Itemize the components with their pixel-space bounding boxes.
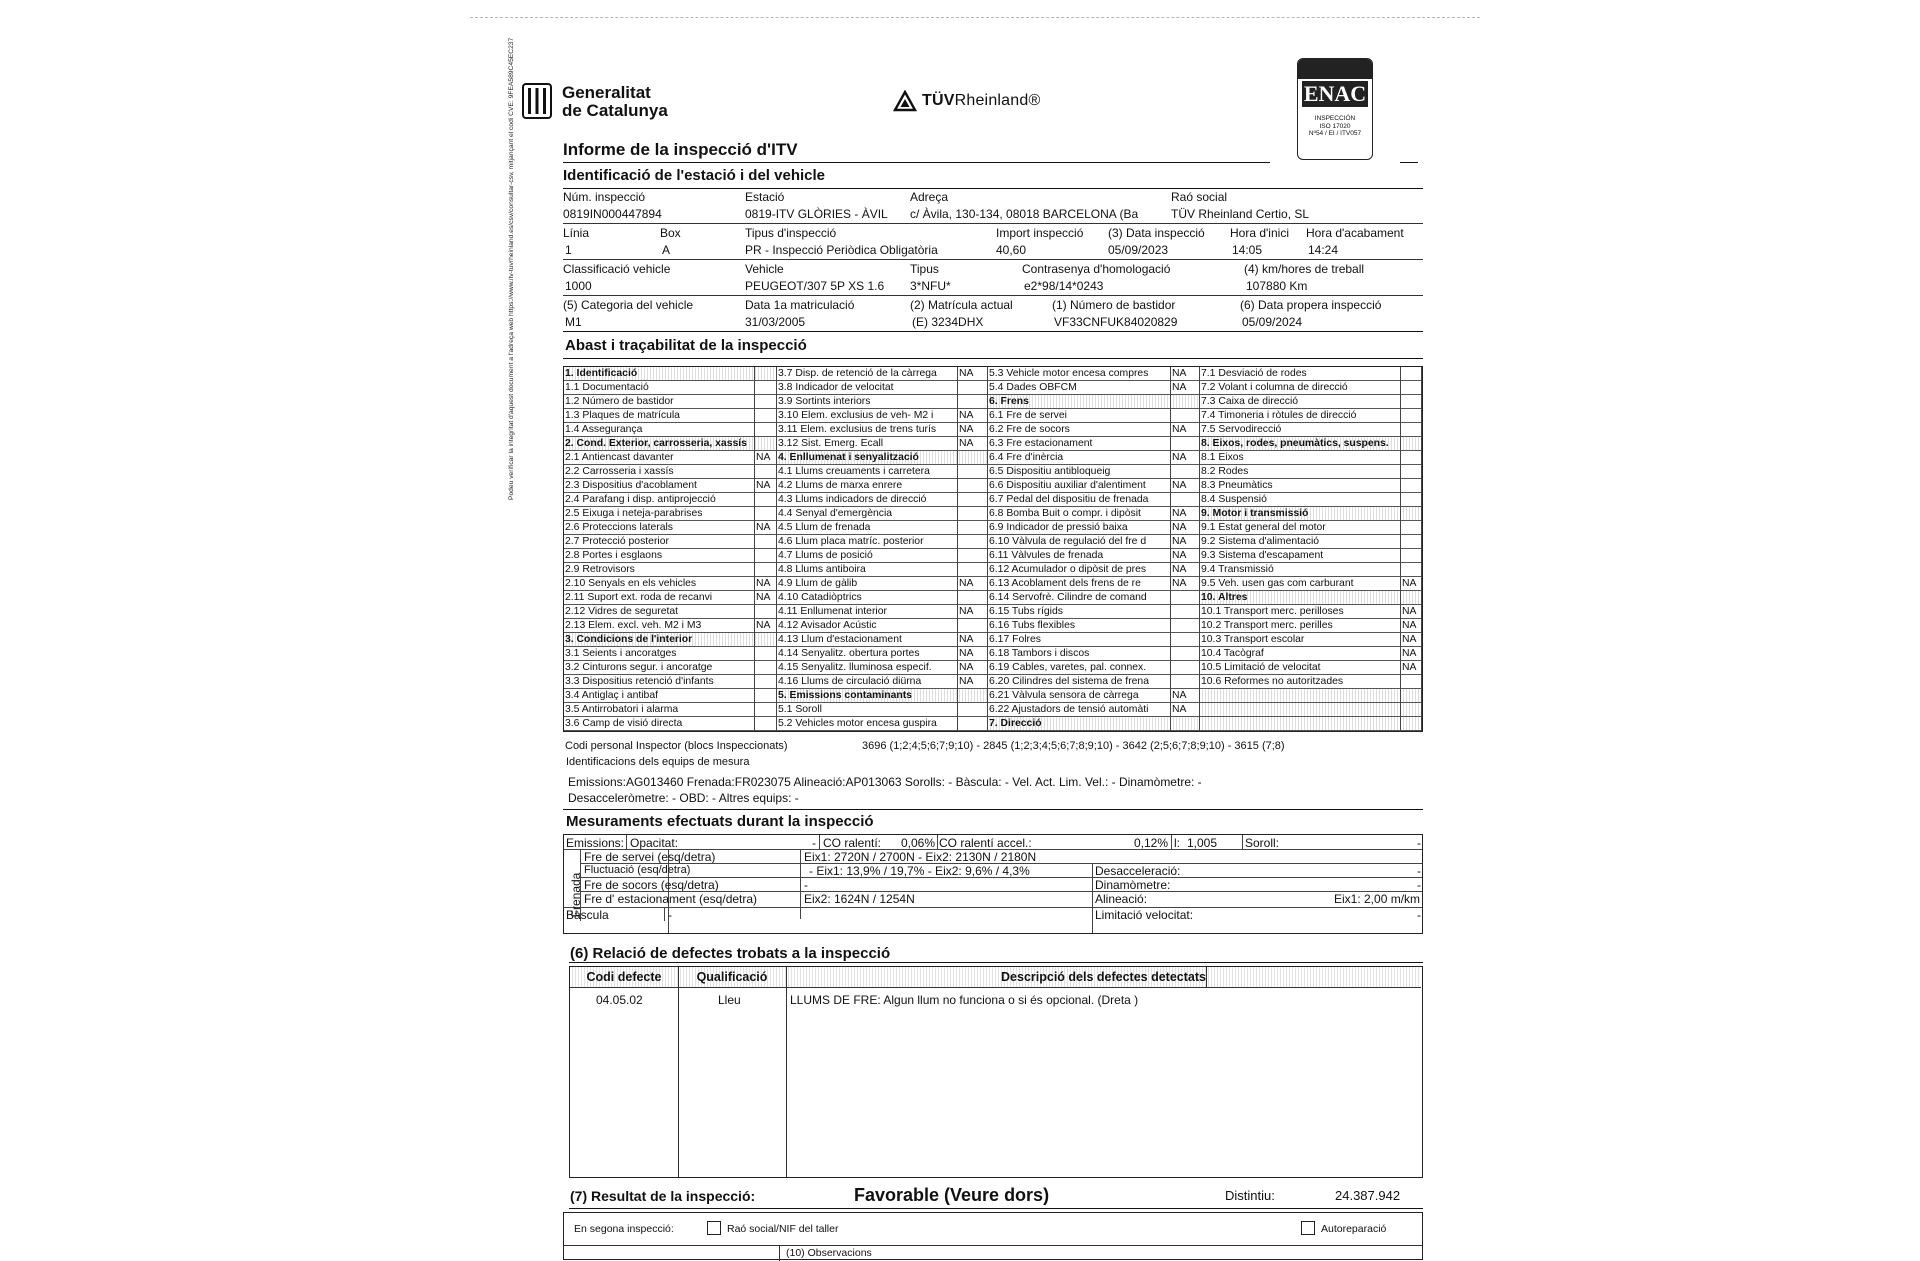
plate-number: (E) 3234DHX	[912, 315, 984, 329]
vehicle-type: 3*NFU*	[910, 279, 951, 293]
scope-item-label: 10.2 Transport merc. perilles	[1201, 620, 1333, 631]
scope-item-status: NA	[1172, 522, 1187, 533]
scope-item-label: 8.3 Pneumàtics	[1201, 480, 1273, 491]
station: 0819-ITV GLÒRIES - ÀVIL	[745, 207, 888, 221]
scope-item-label: 8.2 Rodes	[1201, 466, 1249, 477]
scope-item	[564, 717, 777, 731]
scope-item	[988, 619, 1200, 633]
scope-item-status: NA	[959, 424, 974, 435]
scope-item-label: 5.4 Dades OBFCM	[989, 382, 1077, 393]
scope-item-label: 5.2 Vehicles motor encesa guspira	[778, 718, 937, 729]
scope-item	[564, 703, 777, 717]
scope-item-label: 8.1 Eixos	[1201, 452, 1244, 463]
start-time: 14:05	[1232, 243, 1263, 257]
measurements-table: Emissions: Opacitat: - CO ralentí: 0,06% CO ralentí accel.: 0,12% l: 1,005 Soroll: - Fre de servei (esq/detra) Eix1: 2720N / 2700N - Eix2: 2130N / 2180N Fluctuació (esq/detra) - Eix1: 13,9% / 19,7% - Eix2: 9,6% / 4,3% Desacceleració: - Fre de socors (esq/detra) - Dinamòmetre: - Fre d' estacionament (esq/detra) Eix2: 1624N / 1254N Alineació: Eix1: 2,00 m/km Bàscula - Limitació velocitat: -	[563, 834, 1423, 934]
scope-item	[1200, 675, 1422, 689]
scope-item	[988, 423, 1200, 437]
scope-item-label: 3.7 Disp. de retenció de la càrrega	[778, 368, 937, 379]
scope-column	[777, 367, 988, 731]
scope-item	[1200, 521, 1422, 535]
scope-item	[988, 493, 1200, 507]
scope-item-status: NA	[959, 606, 974, 617]
scope-item-label: 3. Condicions de l'interior	[565, 634, 693, 645]
scope-item-label: 2.10 Senyals en els vehicles	[565, 578, 697, 589]
scope-column	[988, 367, 1200, 731]
section-mesuraments: Mesuraments efectuats durant la inspecció	[566, 813, 874, 830]
scope-item-label: 9. Motor i transmissió	[1201, 508, 1309, 519]
scope-item-label: 2. Cond. Exterior, carrosseria, xassís	[565, 438, 747, 449]
tuv-wordmark: TÜVRheinland®	[922, 92, 1041, 109]
scope-item-status: NA	[1402, 606, 1417, 617]
homologation-code: e2*98/14*0243	[1024, 279, 1104, 293]
scope-item-label: 9.1 Estat general del motor	[1201, 522, 1326, 533]
section-abast: Abast i traçabilitat de la inspecció	[565, 337, 807, 354]
scope-item-status: NA	[1172, 690, 1187, 701]
scan-top-edge	[470, 17, 1480, 18]
distintiu-number: 24.387.942	[1335, 1188, 1401, 1203]
inspection-scope-grid	[563, 366, 1423, 732]
scope-item-label: 6.1 Fre de servei	[989, 410, 1067, 421]
scope-item-label: 4.14 Senyalitz. obertura portes	[778, 648, 920, 659]
inspection-number: 0819IN000447894	[563, 207, 662, 221]
scope-item	[564, 437, 777, 451]
scope-item	[988, 689, 1200, 703]
scope-item-label: 8. Eixos, rodes, pneumàtics, suspens.	[1201, 438, 1389, 449]
scope-item-label: 2.13 Elem. excl. veh. M2 i M3	[565, 620, 702, 631]
scope-item	[1200, 703, 1422, 717]
scope-item-status: NA	[1172, 480, 1187, 491]
scope-item	[564, 577, 777, 591]
scope-item-status: NA	[1172, 424, 1187, 435]
scope-item-label: 10.4 Tacògraf	[1201, 648, 1264, 659]
lambda-value: 1,005	[1187, 836, 1218, 850]
scope-item	[1200, 563, 1422, 577]
scope-item-label: 10.6 Reformes no autoritzades	[1201, 676, 1344, 687]
scope-item-label: 5.1 Soroll	[778, 704, 822, 715]
scope-item-label: 9.4 Transmissió	[1201, 564, 1274, 575]
scope-item-label: 6.21 Vàlvula sensora de càrrega	[989, 690, 1139, 701]
scope-item-label: 6.18 Tambors i discos	[989, 648, 1090, 659]
scope-item	[988, 437, 1200, 451]
scope-item-label: 4.12 Avisador Acústic	[778, 620, 877, 631]
scope-item-label: 10.1 Transport merc. perilloses	[1201, 606, 1344, 617]
scope-item-status: NA	[756, 592, 771, 603]
scope-item	[564, 563, 777, 577]
scope-item	[564, 521, 777, 535]
scope-column	[564, 367, 777, 731]
scope-item	[1200, 619, 1422, 633]
parking-brake-value: Eix2: 1624N / 1254N	[804, 892, 915, 906]
scope-item	[988, 591, 1200, 605]
scope-item	[564, 675, 777, 689]
scope-item-status: NA	[1172, 508, 1187, 519]
scope-item-label: 4.16 Llums de circulació diürna	[778, 676, 922, 687]
scope-item-status: NA	[756, 480, 771, 491]
scope-item-label: 2.1 Antiencast davanter	[565, 452, 674, 463]
scope-item-label: 1.1 Documentació	[565, 382, 649, 393]
scope-item-label: 3.5 Antirrobatori i alarma	[565, 704, 679, 715]
scope-item	[1200, 661, 1422, 675]
scope-item-status: NA	[959, 410, 974, 421]
defect-description: LLUMS DE FRE: Algun llum no funciona o si és opcional. (Dreta )	[790, 993, 1139, 1007]
scope-item	[988, 549, 1200, 563]
scope-item-status: NA	[1172, 452, 1187, 463]
scope-item-status: NA	[1402, 634, 1417, 645]
scope-item-label: 7.3 Caixa de direcció	[1201, 396, 1299, 407]
scope-item-label: 6.14 Servofrè. Cilindre de comand	[989, 592, 1147, 603]
inspection-report-page: Generalitat de Catalunya TÜVRheinland® ENAC INSPECCIÓN ISO 17020 Nº54 / EI / ITV057 Podeu verificar la integritat d'aquest document a l'adreça web https://www.itv-tuvrheinland.es/csv/consultar-csv, mitjançant el codi CVE: 9FEA589C45EC237 Informe de la inspecció d'ITV Identificació de l'estació i del vehicle Núm. inspecció 0819IN000447894 Estació 0819-ITV GLÒRIES - ÀVIL Adreça c/ Àvila, 130-134, 08018 BARCELONA (Ba Raó social TÜV Rheinland Certio, SL Línia 1 Box A Tipus d'inspecció PR - Inspecció Periòdica Obligatòria Import inspecció 40,60 (3) Data inspecció 05/09/2023 Hora d'inici 14:05 Hora d'acabament 14:24 Classificació vehicle 1000 Vehicle PEUGEOT/307 5P XS 1.6 Tipus 3*NFU* Contrasenya d'homologació e2*98/14*0243 (4) km/hores de treball 107880 Km (5) Categoria del vehicle M1 Data 1a matriculació 31/03/2005 (2) Matrícula actual (E) 3234DHX (1) Número de bastidor VF33CNFUK84020829 (6) Data propera inspecció 05/09/2024 Abast i traçabilitat de la inspecció 1. Identificació 1.1 Documentació 1.2 Número de bastidor 1.3 Plaques de matrícula 1.4 Assegurança 2. Cond. Exterior, carrosseria, xassís 2.1 Antiencast davanter NA 2.2 Carrosseria i xassís 2.3 Dispositius d'acoblament NA 2.4 Parafang i disp. antiprojecció 2.5 Eixuga i neteja-parabrises 2.6 Proteccions laterals NA 2.7 Protecció posterior 2.8 Portes i esglaons 2.9 Retrovisors 2.10 Senyals en els vehicles NA 2.11 Suport ext. roda de recanvi NA 2.12 Vidres de seguretat 2.13 Elem. excl. veh. M2 i M3 NA 3. Condicions de l'interior 3.1 Seients i ancoratges 3.2 Cinturons segur. i ancoratge 3.3 Dispositius retenció d'infants 3.4 Antiglaç i antibaf 3.5 Antirrobatori i alarma 3.6 Camp de visió directa 3.7 Disp. de retenció de la càrrega NA 3.8 Indicador de velocitat 3.9 Sortints interiors 3.10 Elem. exclusius de veh- M2 i NA 3.11 Elem. exclusius de trens turís NA 3.12 Sist. Emerg. Ecall NA 4. Enllumenat i senyalització 4.1 Llums creuaments i carretera 4.2 Llums de marxa enrere 4.3 Llums indicadors de direcció 4.4 Senyal d'emergència 4.5 Llum de frenada 4.6 Llum placa matríc. posterior 4.7 Llums de posició 4.8 Llums antiboira 4.9 Llum de gàlib NA 4.10 Catadiòptrics 4.11 Enllumenat interior NA 4.12 Avisador Acústic 4.13 Llum d'estacionament NA 4.14 Senyalitz. obertura portes NA 4.15 Senyalitz. lluminosa especif. NA 4.16 Llums de circulació diürna NA 5. Emissions contaminants 5.1 Soroll 5.2 Vehicles motor encesa guspira 5.3 Vehicle motor encesa compres NA 5.4 Dades OBFCM NA 6. Frens 6.1 Fre de servei 6.2 Fre de socors NA 6.3 Fre estacionament 6.4 Fre d'inèrcia NA 6.5 Dispositiu antibloqueig 6.6 Dispositiu auxiliar d'alentiment NA 6.7 Pedal del dispositiu de frenada 6.8 Bomba Buit o compr. i dipòsit NA 6.9 Indicador de pressió baixa NA 6.10 Vàlvula de regulació del fre d NA 6.11 Vàlvules de frenada NA 6.12 Acumulador o dipòsit de pres NA 6.13 Acoblament dels frens de re NA 6.14 Servofrè. Cilindre de comand 6.15 Tubs rígids 6.16 Tubs flexibles 6.17 Folres 6.18 Tambors i discos 6.19 Cables, varetes, pal. connex. 6.20 Cilindres del sistema de frena 6.21 Vàlvula sensora de càrrega NA 6.22 Ajustadors de tensió automàti NA 7. Direcció 7.1 Desviació de rodes 7.2 Volant i columna de direcció 7.3 Caixa de direcció 7.4 Timoneria i ròtules de direcció 7.5 Servodirecció 8. Eixos, rodes, pneumàtics, suspens. 8.1 Eixos 8.2 Rodes 8.3 Pneumàtics 8.4 Suspensió 9. Motor i transmissió 9.1 Estat general del motor 9.2 Sistema d'alimentació 9.3 Sistema d'escapament 9.4 Transmissió 9.5 Veh. usen gas com carburant NA 10. Altres 10.1 Transport merc. perilloses NA 10.2 Transport merc. perilles NA 10.3 Transport escolar NA 10.4 Tacògraf NA 10.5 Limitació de velocitat NA 10.6 Reformes no autoritzades Codi personal Inspector (blocs Inspeccionats) 3696 (1;2;4;5;6;7;9;10) - 2845 (1;2;3;4;5;6;7;8;9;10) - 3642 (2;5;6;7;8;9;10) - 3615 (7;8) Identificacions dels equips de mesura Emissions:AG013460 Frenada:FR023075 Alineació:AP013063 Sorolls: - Bàscula: - Vel. Act. Lim. Vel.: - Dinamòmetre: - Desacceleròmetre: - OBD: - Altres equips: - Mesuraments efectuats durant la inspecció Emissions: Opacitat: - CO ralentí: 0,06% CO ralentí accel.: 0,12% l: 1,005 Soroll: - Fre de servei (esq/detra) Eix1: 2720N / 2700N - Eix2: 2130N / 2180N Fluctuació (esq/detra) - Eix1: 13,9% / 19,7% - Eix2: 9,6% / 4,3% Desacceleració: - Fre de socors (esq/detra) - Dinamòmetre: - Fre d' estacionament (esq/detra) Eix2: 1624N / 1254N Alineació: Eix1: 2,00 m/km Bàscula - Limitació velocitat: - Frenada (6) Relació de defectes trobats a la inspecció Codi defecte Qualificació Descripció dels defectes detectats 04.05.02 Lleu LLUMS DE FRE: Algun llum no funciona o si és opcional. (Dreta ) (7) Resultat de la inspecció: Favorable (Veure dors) Distintiu: 24.387.942 En segona inspecció: Raó social/NIF del taller Autoreparació (10) Observacions	[0, 0, 1920, 1260]
scope-item-label: 3.6 Camp de visió directa	[565, 718, 683, 729]
scope-item	[564, 409, 777, 423]
scope-item-label: 4.7 Llums de posició	[778, 550, 873, 561]
scope-item-status: NA	[1172, 578, 1187, 589]
enac-seal: ENAC INSPECCIÓN ISO 17020 Nº54 / EI / ITV057	[1297, 58, 1373, 160]
scope-item-status: NA	[1172, 550, 1187, 561]
scope-item-label: 4.9 Llum de gàlib	[778, 578, 858, 589]
scope-item	[1200, 381, 1422, 395]
box: A	[662, 243, 671, 257]
scope-item	[1200, 437, 1422, 451]
scope-item-label: 1.2 Número de bastidor	[565, 396, 674, 407]
scope-item-label: 4.1 Llums creuaments i carretera	[778, 466, 930, 477]
rao-social-checkbox[interactable]	[707, 1221, 721, 1235]
scope-item	[564, 549, 777, 563]
scope-item-label: 2.4 Parafang i disp. antiprojecció	[565, 494, 716, 505]
scope-item-status: NA	[1172, 564, 1187, 575]
scope-item	[988, 717, 1200, 731]
scope-item-label: 6.7 Pedal del dispositiu de frenada	[989, 494, 1149, 505]
vehicle-classification: 1000	[565, 279, 592, 293]
scope-item	[1200, 451, 1422, 465]
scope-item	[1200, 633, 1422, 647]
scope-item-label: 6.12 Acumulador o dipòsit de pres	[989, 564, 1147, 575]
scope-item	[988, 633, 1200, 647]
vin-number: VF33CNFUK84020829	[1054, 315, 1178, 329]
scope-item	[564, 395, 777, 409]
enac-crown-icon	[1298, 59, 1372, 79]
scope-item-label: 6.2 Fre de socors	[989, 424, 1070, 435]
scope-item-label: 3.12 Sist. Emerg. Ecall	[778, 438, 884, 449]
equipment-ids: Emissions:AG013460 Frenada:FR023075 Alineació:AP013063 Sorolls: - Bàscula: - Vel. Act. Lim. Vel.: - Dinamòmetre: -	[568, 775, 1202, 789]
vehicle-category: M1	[565, 315, 582, 329]
scope-item-label: 10.5 Limitació de velocitat	[1201, 662, 1321, 673]
scope-item-label: 10. Altres	[1201, 592, 1248, 603]
scope-column	[1200, 367, 1422, 731]
scope-item-label: 6.3 Fre estacionament	[989, 438, 1093, 449]
scope-item-label: 3.8 Indicador de velocitat	[778, 382, 894, 393]
section-defectes: (6) Relació de defectes trobats a la inspecció	[570, 945, 891, 962]
scope-item	[564, 591, 777, 605]
scope-item-status: NA	[959, 634, 974, 645]
scope-item	[988, 577, 1200, 591]
scope-item-label: 4.15 Senyalitz. lluminosa especif.	[778, 662, 932, 673]
scope-item-status: NA	[959, 676, 974, 687]
alignment-value: Eix1: 2,00 m/km	[1334, 892, 1421, 906]
scope-item	[1200, 493, 1422, 507]
scope-item	[1200, 423, 1422, 437]
scope-item-label: 6.19 Cables, varetes, pal. connex.	[989, 662, 1147, 673]
scope-item-label: 6.5 Dispositiu antibloqueig	[989, 466, 1111, 477]
scope-item-label: 3.11 Elem. exclusius de trens turís	[778, 424, 937, 435]
scope-item-label: 5.3 Vehicle motor encesa compres	[989, 368, 1149, 379]
scope-item-label: 7.1 Desviació de rodes	[1201, 368, 1307, 379]
scope-item-label: 9.5 Veh. usen gas com carburant	[1201, 578, 1354, 589]
scope-item	[564, 633, 777, 647]
inspection-result: Favorable (Veure dors)	[854, 1185, 1050, 1205]
first-registration-date: 31/03/2005	[745, 315, 806, 329]
scope-item-status: NA	[756, 522, 771, 533]
scope-item	[988, 563, 1200, 577]
scope-item	[564, 507, 777, 521]
vehicle-model: PEUGEOT/307 5P XS 1.6	[745, 279, 885, 293]
scope-item	[564, 647, 777, 661]
inspection-type: PR - Inspecció Periòdica Obligatòria	[745, 243, 938, 257]
autoreparacio-checkbox[interactable]	[1301, 1221, 1315, 1235]
scope-item-status: NA	[959, 368, 974, 379]
scope-item-label: 2.2 Carrosseria i xassís	[565, 466, 674, 477]
service-brake-value: Eix1: 2720N / 2700N - Eix2: 2130N / 2180N	[804, 850, 1037, 864]
scope-item-status: NA	[1172, 368, 1187, 379]
scope-item	[988, 675, 1200, 689]
scope-item	[988, 703, 1200, 717]
scope-item-label: 4.3 Llums indicadors de direcció	[778, 494, 927, 505]
scope-item-status: NA	[959, 648, 974, 659]
scope-item-label: 3.1 Seients i ancoratges	[565, 648, 677, 659]
scope-item-label: 6.20 Cilindres del sistema de frena	[989, 676, 1149, 687]
scope-item-label: 2.3 Dispositius d'acoblament	[565, 480, 697, 491]
scope-item-label: 7.5 Servodirecció	[1201, 424, 1282, 435]
scope-item	[1200, 479, 1422, 493]
scope-item-label: 4.5 Llum de frenada	[778, 522, 871, 533]
scope-item	[564, 465, 777, 479]
scope-item	[1200, 647, 1422, 661]
scope-item	[988, 395, 1200, 409]
scope-item-label: 6.11 Vàlvules de frenada	[989, 550, 1104, 561]
scope-item-label: 2.12 Vidres de seguretat	[565, 606, 679, 617]
scope-item-label: 6.15 Tubs rígids	[989, 606, 1063, 617]
scope-item-label: 3.2 Cinturons segur. i ancoratge	[565, 662, 713, 673]
scope-item-label: 6.17 Folres	[989, 634, 1041, 645]
scope-item	[564, 535, 777, 549]
scope-item	[1200, 577, 1422, 591]
scope-item	[1200, 591, 1422, 605]
scope-item-label: 4.13 Llum d'estacionament	[778, 634, 902, 645]
scope-item	[988, 535, 1200, 549]
scope-item-label: 2.6 Proteccions laterals	[565, 522, 674, 533]
scope-item	[564, 381, 777, 395]
scope-item	[988, 661, 1200, 675]
scope-item-label: 4.10 Catadiòptrics	[778, 592, 862, 603]
scope-item	[988, 521, 1200, 535]
scope-item	[988, 605, 1200, 619]
company-name: TÜV Rheinland Certio, SL	[1171, 207, 1310, 221]
scope-item	[564, 367, 777, 381]
page-title: Informe de la inspecció d'ITV	[563, 140, 798, 159]
scope-item-label: 1.3 Plaques de matrícula	[565, 410, 680, 421]
scope-item	[1200, 395, 1422, 409]
scope-item-label: 6. Frens	[989, 396, 1029, 407]
scope-item-label: 4.8 Llums antiboira	[778, 564, 866, 575]
defects-table: Codi defecte Qualificació Descripció dels defectes detectats 04.05.02 Lleu LLUMS DE FRE: Algun llum no funciona o si és opcional. (Dreta )	[569, 966, 1423, 1178]
scope-item	[988, 647, 1200, 661]
scope-item	[988, 465, 1200, 479]
scope-item-status: NA	[959, 578, 974, 589]
scope-item-label: 6.13 Acoblament dels frens de re	[989, 578, 1141, 589]
generalitat-wordmark: Generalitat de Catalunya	[562, 83, 668, 120]
inspection-fee: 40,60	[996, 243, 1027, 257]
scope-item-status: NA	[959, 662, 974, 673]
inspection-date: 05/09/2023	[1108, 243, 1169, 257]
scope-item	[988, 451, 1200, 465]
scope-item-label: 2.7 Protecció posterior	[565, 536, 669, 547]
equipment-ids-2: Desacceleròmetre: - OBD: - Altres equips: -	[568, 791, 799, 805]
generalitat-emblem-icon	[522, 83, 552, 119]
scope-item-label: 6.6 Dispositiu auxiliar d'alentiment	[989, 480, 1146, 491]
scope-item-label: 8.4 Suspensió	[1201, 494, 1267, 505]
scope-item-label: 3.3 Dispositius retenció d'infants	[565, 676, 714, 687]
scope-item-status: NA	[1402, 662, 1417, 673]
scope-item-label: 2.11 Suport ext. roda de recanvi	[565, 592, 713, 603]
scope-item-label: 1. Identificació	[565, 368, 638, 379]
scope-item	[988, 507, 1200, 521]
scope-item-label: 4.11 Enllumenat interior	[778, 606, 887, 617]
scope-item	[1200, 409, 1422, 423]
scope-item	[1200, 465, 1422, 479]
scope-item-label: 6.16 Tubs flexibles	[989, 620, 1076, 631]
line: 1	[565, 243, 572, 257]
scope-item-label: 7.2 Volant i columna de direcció	[1201, 382, 1348, 393]
frenada-vertical-label: Frenada	[569, 872, 583, 918]
scope-item	[988, 381, 1200, 395]
next-inspection-date: 05/09/2024	[1242, 315, 1303, 329]
odometer: 107880 Km	[1246, 279, 1308, 293]
verification-side-text: Podeu verificar la integritat d'aquest document a l'adreça web https://www.itv-tuvrheinland.es/csv/consultar-csv, mitjançant el codi CVE: 9FEA589C45EC237	[508, 37, 515, 500]
scope-item-status: NA	[756, 620, 771, 631]
fluctuation-value: - Eix1: 13,9% / 19,7% - Eix2: 9,6% / 4,3%	[809, 864, 1030, 878]
scope-item	[1200, 689, 1422, 703]
scope-item-status: NA	[756, 578, 771, 589]
scope-item-status: NA	[1402, 620, 1417, 631]
scope-item-label: 3.9 Sortints interiors	[778, 396, 871, 407]
end-time: 14:24	[1308, 243, 1339, 257]
scope-item-status: NA	[959, 438, 974, 449]
scope-item	[988, 479, 1200, 493]
scope-item	[564, 479, 777, 493]
scope-item-label: 4.6 Llum placa matríc. posterior	[778, 536, 924, 547]
tuv-triangle-icon	[893, 90, 917, 112]
section-identificacio: Identificació de l'estació i del vehicle	[563, 167, 825, 184]
scope-item-status: NA	[1172, 704, 1187, 715]
scope-item-label: 6.8 Bomba Buit o compr. i dipòsit	[989, 508, 1141, 519]
scope-item	[1200, 717, 1422, 731]
scope-item	[1200, 549, 1422, 563]
scope-item-label: 4.2 Llums de marxa enrere	[778, 480, 903, 491]
co-accel-value: 0,12%	[1134, 836, 1169, 850]
scope-item-label: 6.10 Vàlvula de regulació del fre d	[989, 536, 1147, 547]
scope-item-label: 2.5 Eixuga i neteja-parabrises	[565, 508, 703, 519]
scope-item-label: 10.3 Transport escolar	[1201, 634, 1305, 645]
scope-item-label: 3.10 Elem. exclusius de veh- M2 i	[778, 410, 934, 421]
scope-item	[1200, 367, 1422, 381]
scope-item-status: NA	[1402, 648, 1417, 659]
scope-item-label: 4. Enllumenat i senyalització	[778, 452, 919, 463]
scope-item-label: 6.4 Fre d'inèrcia	[989, 452, 1064, 463]
scope-item	[1200, 605, 1422, 619]
scope-item-label: 5. Emissions contaminants	[778, 690, 912, 701]
scope-item	[564, 451, 777, 465]
scope-item	[564, 619, 777, 633]
inspector-codes: 3696 (1;2;4;5;6;7;9;10) - 2845 (1;2;3;4;5;6;7;8;9;10) - 3642 (2;5;6;7;8;9;10) - 3615 (7;8)	[862, 740, 1285, 752]
scope-item-status: NA	[756, 452, 771, 463]
scope-item	[1200, 507, 1422, 521]
co-idle-value: 0,06%	[901, 836, 936, 850]
scope-item	[988, 367, 1200, 381]
scope-item-label: 4.4 Senyal d'emergència	[778, 508, 893, 519]
scope-item-label: 7.4 Timoneria i ròtules de direcció	[1201, 410, 1357, 421]
scope-item-label: 6.9 Indicador de pressió baixa	[989, 522, 1128, 533]
scope-item-label: 7. Direcció	[989, 718, 1042, 729]
scope-item	[1200, 535, 1422, 549]
scope-item	[564, 605, 777, 619]
scope-item-label: 9.2 Sistema d'alimentació	[1201, 536, 1320, 547]
scope-item-status: NA	[1402, 578, 1417, 589]
defect-code: 04.05.02	[596, 993, 643, 1007]
address: c/ Àvila, 130-134, 08018 BARCELONA (Ba	[910, 207, 1139, 221]
scope-item-label: 6.22 Ajustadors de tensió automàti	[989, 704, 1149, 715]
defect-qualification: Lleu	[718, 993, 741, 1007]
scope-item-status: NA	[1172, 536, 1187, 547]
scope-item-label: 2.9 Retrovisors	[565, 564, 635, 575]
scope-item-label: 9.3 Sistema d'escapament	[1201, 550, 1324, 561]
scope-item	[564, 493, 777, 507]
scope-item	[988, 409, 1200, 423]
scope-item	[564, 661, 777, 675]
scope-item	[564, 689, 777, 703]
scope-item	[564, 423, 777, 437]
scope-item-label: 2.8 Portes i esglaons	[565, 550, 663, 561]
scope-item-label: 3.4 Antiglaç i antibaf	[565, 690, 659, 701]
footer-box: En segona inspecció: Raó social/NIF del taller Autoreparació (10) Observacions	[563, 1212, 1423, 1260]
scope-item-label: 1.4 Assegurança	[565, 424, 643, 435]
scope-item-status: NA	[1172, 382, 1187, 393]
